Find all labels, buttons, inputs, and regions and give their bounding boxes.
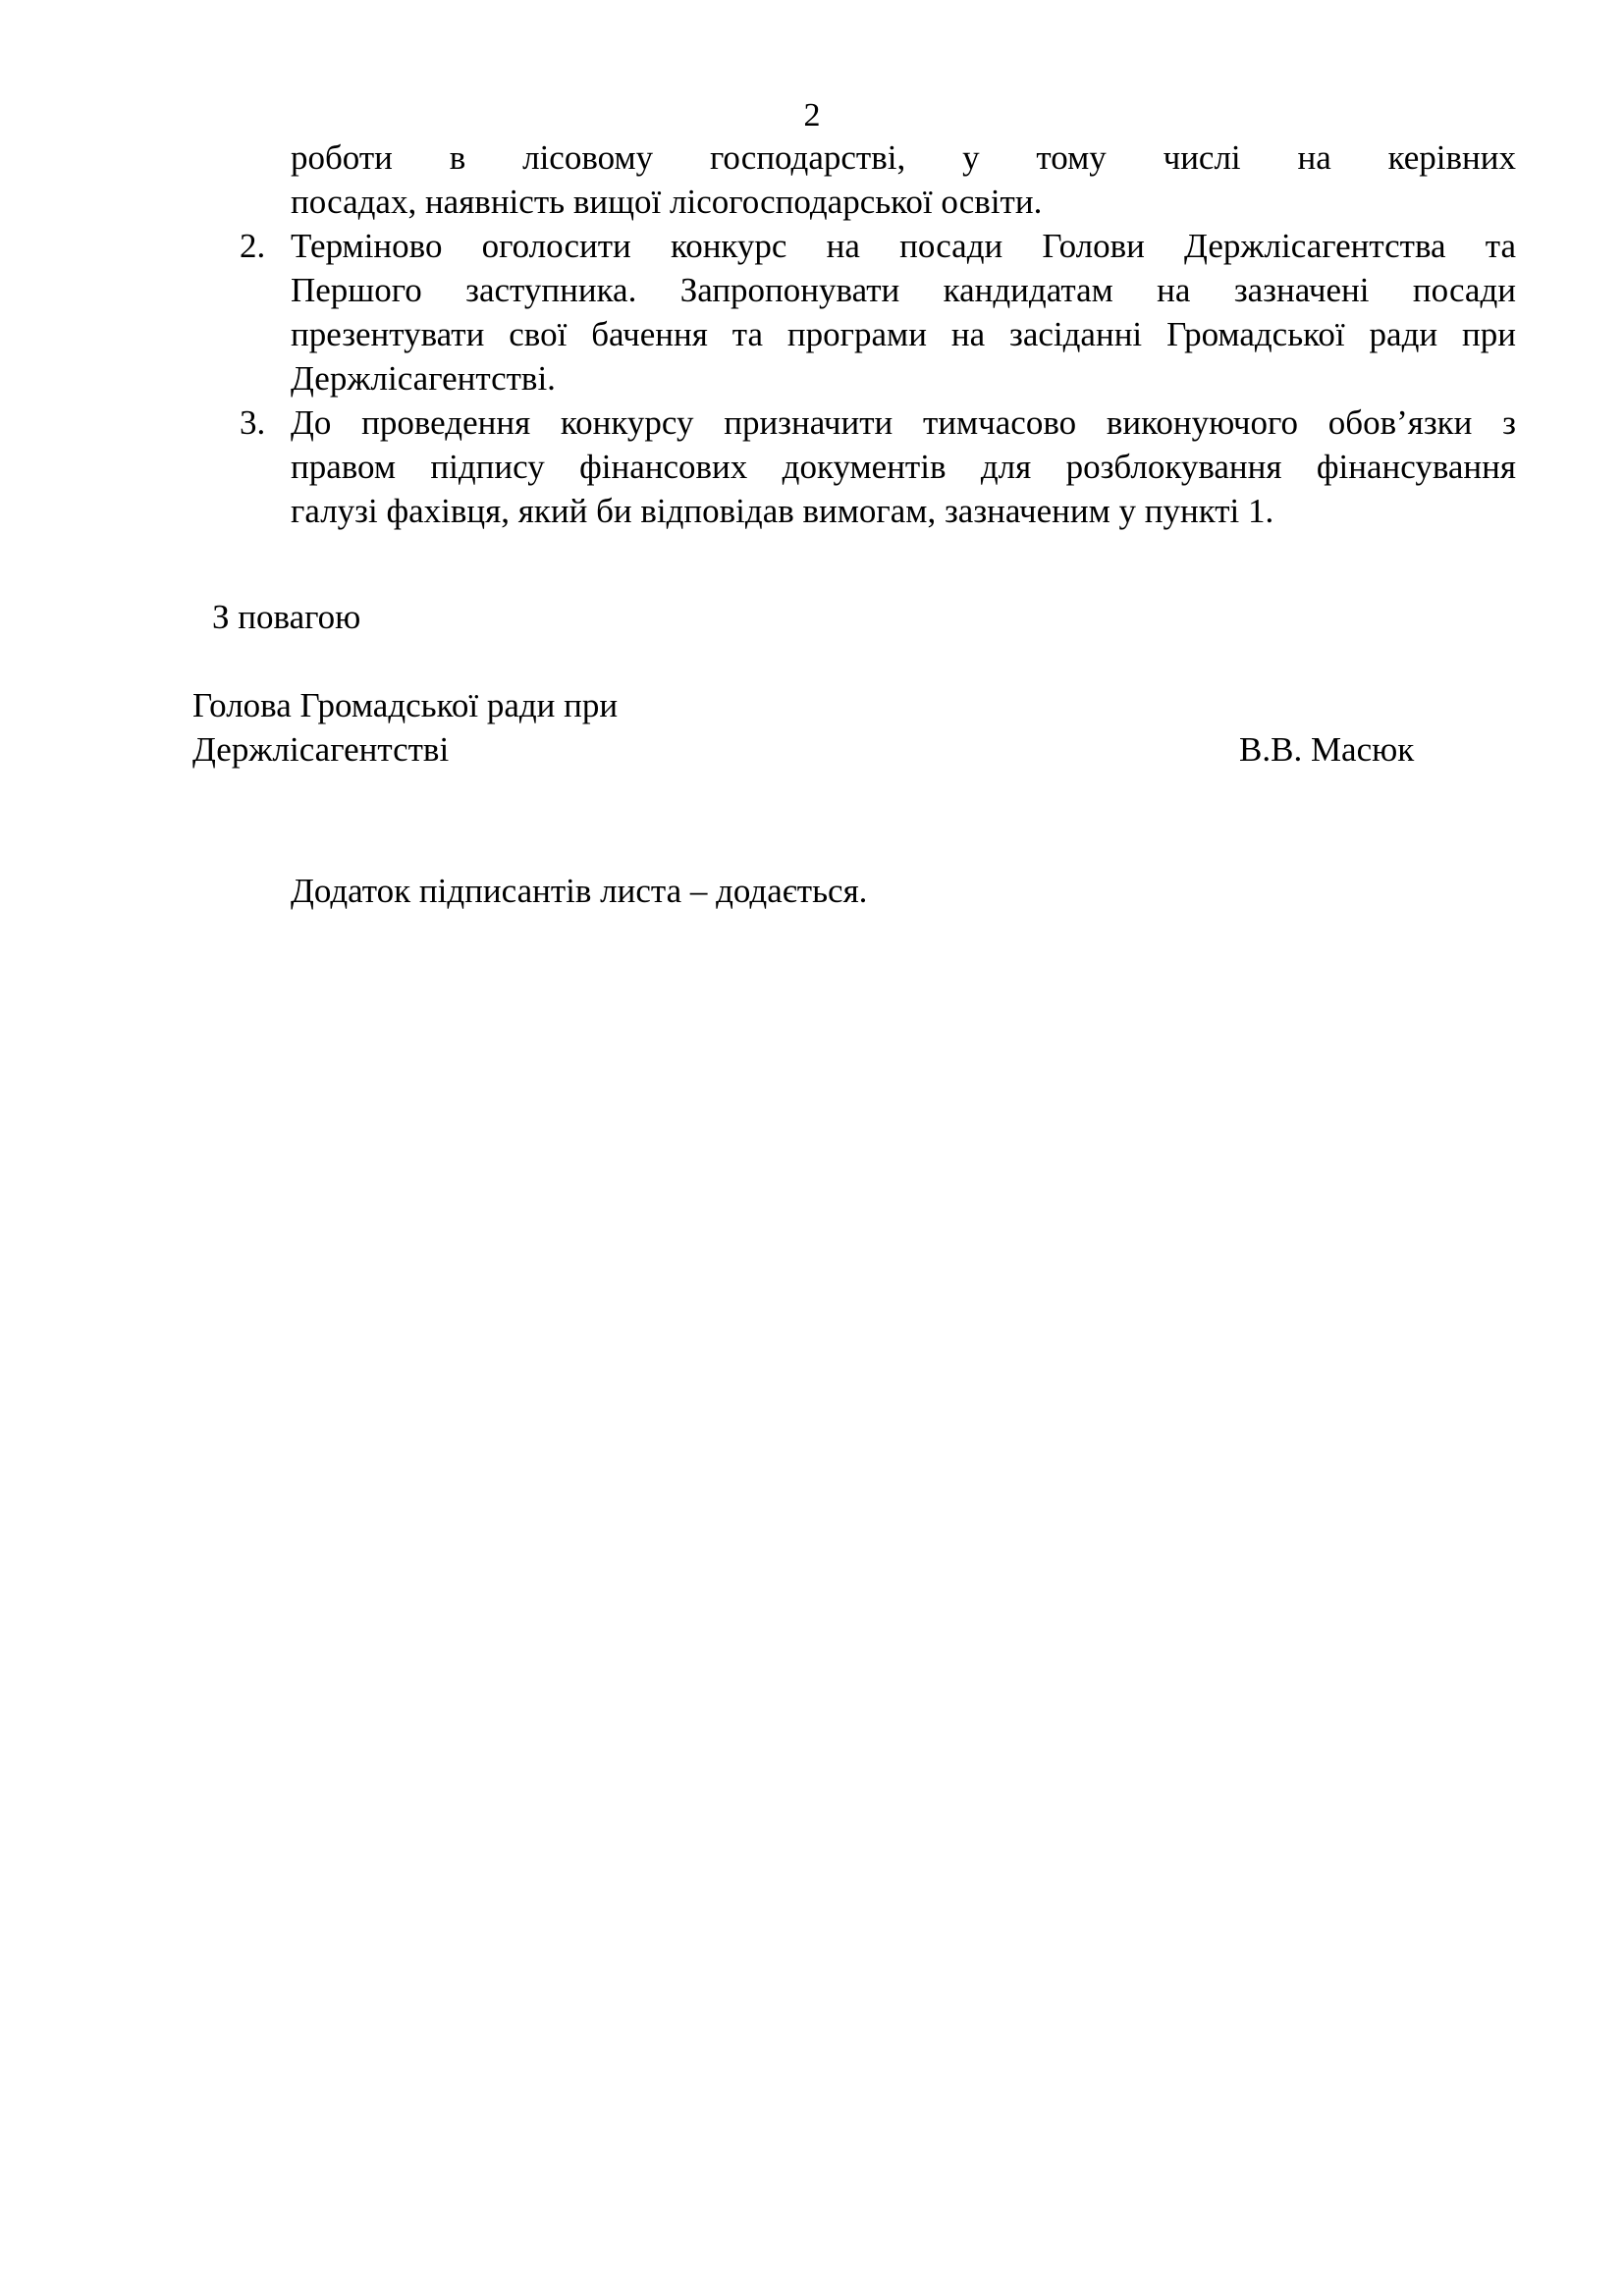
- page-number: 2: [803, 97, 821, 133]
- list-item-2-line-3: презентувати свої бачення та програми на засіданні Громадської ради при: [291, 315, 1516, 353]
- signatory-name: В.В. Масюк: [1239, 730, 1415, 769]
- continuation-line-1: роботи в лісовому господарстві, у тому числі на керівних: [291, 138, 1516, 177]
- list-item-number: 3.: [240, 403, 266, 442]
- list-item-text: [291, 400, 1516, 533]
- list-item-3-line-3: галузі фахівця, який би відповідав вимогам, зазначеним у пункті 1.: [291, 492, 1274, 530]
- continuation-line-2: посадах, наявність вищої лісогосподарської освіти.: [291, 183, 1043, 221]
- list-item-text: [291, 224, 1516, 400]
- closing-salutation: З повагою: [212, 598, 361, 636]
- signature-title-line-1: Голова Громадської ради при: [192, 686, 619, 724]
- continuation-paragraph: [291, 135, 1516, 224]
- list-item-2-line-2: Першого заступника. Запропонувати кандидатам на зазначені посади: [291, 271, 1516, 309]
- signature-title-line-2: Держлісагентстві: [192, 730, 450, 769]
- attachment-note: Додаток підписантів листа – додається.: [291, 872, 868, 910]
- list-item-3-line-2: правом підпису фінансових документів для розблокування фінансування: [291, 448, 1516, 486]
- list-item-2-line-1: Терміново оголосити конкурс на посади Голови Держлісагентства та: [291, 227, 1516, 265]
- list-item-2-line-4: Держлісагентстві.: [291, 359, 556, 398]
- list-item-number: 2.: [240, 227, 266, 265]
- signature-title: [192, 683, 618, 772]
- list-item-3-line-1: До проведення конкурсу призначити тимчасово виконуючого обов’язки з: [291, 403, 1516, 442]
